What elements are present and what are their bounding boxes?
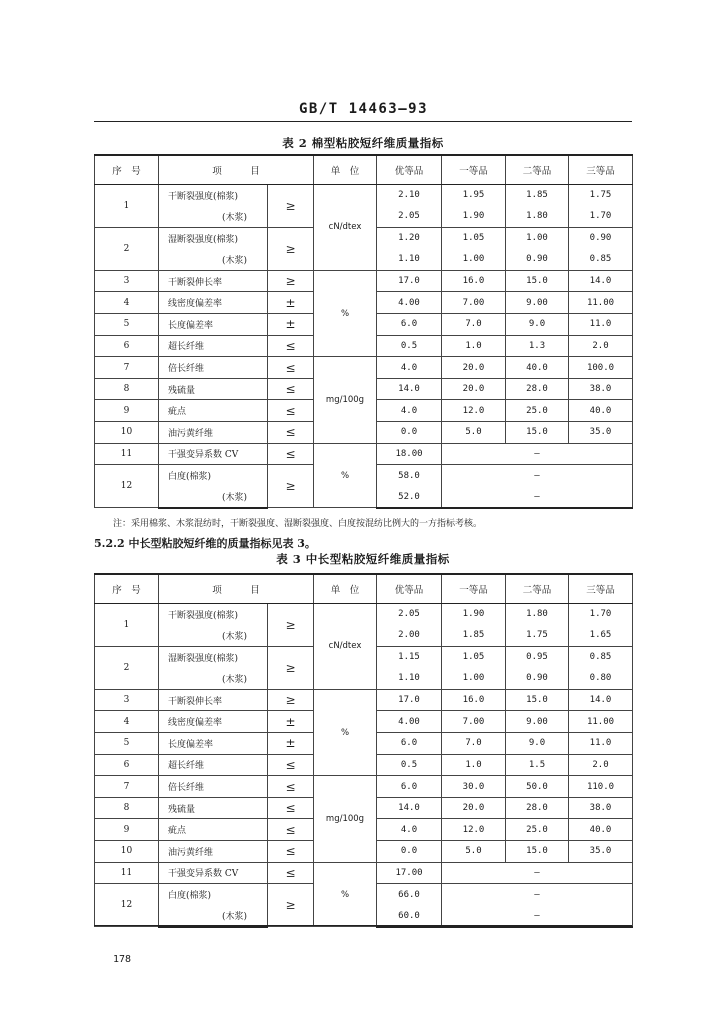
row-no: 5 [95,314,159,336]
row-unit: cN/dtex [314,184,377,270]
value-third: 2.0 [569,754,633,776]
value-first: 20.0 [442,797,506,819]
value-premium: 4.00 [377,711,442,733]
value-other-grades: — [442,884,633,906]
value-third: 11.00 [569,292,633,314]
value-premium: 14.0 [377,797,442,819]
value-third: 1.70 [569,603,633,625]
row-item: 干强变异系数 CV [159,862,268,884]
row-item: 线密度偏差率 [159,292,268,314]
value-first: 12.0 [442,400,506,422]
table-row [95,603,633,625]
col-header-premium: 优等品 [377,155,442,184]
row-no: 1 [95,184,159,227]
row-item: 线密度偏差率 [159,711,268,733]
value-first: 1.0 [442,754,506,776]
row-item-sub: (木浆) [159,625,268,647]
value-third: 14.0 [569,689,633,711]
value-first: 16.0 [442,270,506,292]
row-no: 3 [95,689,159,711]
comparator-symbol: ≥ [268,227,314,270]
col-header-item: 项 目 [159,574,314,603]
value-premium: 2.05 [377,603,442,625]
comparator-symbol: ≤ [268,443,314,465]
value-first: 7.0 [442,733,506,755]
value-third: 0.90 [569,227,633,249]
col-header-premium: 优等品 [377,574,442,603]
comparator-symbol: ≤ [268,862,314,884]
col-header-second-grade: 二等品 [506,574,569,603]
value-premium: 0.5 [377,754,442,776]
value-premium: 4.0 [377,819,442,841]
value-premium: 17.00 [377,862,442,884]
row-no: 4 [95,292,159,314]
value-second: 0.90 [506,249,569,271]
page-number: 178 [113,954,132,965]
value-third: 11.00 [569,711,633,733]
comparator-symbol: ≥ [268,270,314,292]
comparator-symbol: ≥ [268,646,314,689]
value-third: 0.85 [569,646,633,668]
comparator-symbol: ≤ [268,754,314,776]
row-no: 10 [95,841,159,863]
value-third: 14.0 [569,270,633,292]
comparator-symbol: ≤ [268,357,314,379]
value-second: 25.0 [506,400,569,422]
comparator-symbol: ≥ [268,603,314,646]
value-premium: 1.10 [377,668,442,690]
table2-header-row [95,155,633,184]
table-row [95,443,633,465]
value-second: 0.90 [506,668,569,690]
value-first: 1.00 [442,668,506,690]
row-no: 1 [95,603,159,646]
value-second: 9.0 [506,733,569,755]
row-item-sub: (木浆) [159,668,268,690]
row-unit: mg/100g [314,357,377,443]
value-premium: 2.00 [377,625,442,647]
value-second: 25.0 [506,819,569,841]
value-premium: 1.10 [377,249,442,271]
table2-note: 注：采用棉浆、木浆混纺时，干断裂强度、湿断裂强度、白度按混纺比例大的一方指标考核。 [113,519,483,529]
comparator-symbol: ≤ [268,819,314,841]
value-third: 100.0 [569,357,633,379]
value-premium: 66.0 [377,884,442,906]
table-row [95,862,633,884]
value-third: 40.0 [569,400,633,422]
table2-quality-indicators [94,154,633,509]
row-item: 超长纤维 [159,335,268,357]
value-third: 38.0 [569,797,633,819]
value-second: 9.00 [506,292,569,314]
value-third: 1.75 [569,184,633,206]
comparator-symbol: ≤ [268,841,314,863]
value-first: 20.0 [442,357,506,379]
row-item: 湿断裂强度(棉浆) [159,646,268,668]
comparator-symbol: ≤ [268,400,314,422]
value-premium: 0.5 [377,335,442,357]
header-rule [94,121,632,122]
comparator-symbol: ± [268,733,314,755]
row-no: 11 [95,862,159,884]
value-second: 9.0 [506,314,569,336]
value-premium: 4.0 [377,357,442,379]
value-first: 1.05 [442,227,506,249]
value-first: 1.00 [442,249,506,271]
value-other-grades: — [442,486,633,508]
value-third: 2.0 [569,335,633,357]
value-second: 0.95 [506,646,569,668]
value-premium: 6.0 [377,733,442,755]
comparator-symbol: ± [268,292,314,314]
comparator-symbol: ≥ [268,465,314,508]
row-no: 7 [95,357,159,379]
value-second: 1.80 [506,206,569,228]
row-item: 白度(棉浆) [159,884,268,906]
value-premium: 0.0 [377,841,442,863]
comparator-symbol: ≤ [268,422,314,444]
row-item: 倍长纤维 [159,776,268,798]
comparator-symbol: ≤ [268,378,314,400]
row-item: 干断裂伸长率 [159,689,268,711]
row-no: 8 [95,797,159,819]
value-third: 0.80 [569,668,633,690]
value-second: 9.00 [506,711,569,733]
table-row [95,357,633,379]
row-no: 2 [95,227,159,270]
row-item: 倍长纤维 [159,357,268,379]
value-premium: 52.0 [377,486,442,508]
row-no: 5 [95,733,159,755]
value-second: 28.0 [506,378,569,400]
col-header-first-grade: 一等品 [442,155,506,184]
value-first: 20.0 [442,378,506,400]
value-second: 50.0 [506,776,569,798]
row-item-sub: (木浆) [159,249,268,271]
value-first: 16.0 [442,689,506,711]
value-third: 1.70 [569,206,633,228]
row-item: 长度偏差率 [159,314,268,336]
value-other-grades: — [442,862,633,884]
row-no: 4 [95,711,159,733]
row-item: 油污黄纤维 [159,841,268,863]
row-no: 12 [95,884,159,927]
row-item-sub: (木浆) [159,905,268,927]
row-no: 6 [95,754,159,776]
value-other-grades: — [442,443,633,465]
row-unit: % [314,270,377,356]
row-no: 9 [95,819,159,841]
row-item: 干断裂伸长率 [159,270,268,292]
value-premium: 58.0 [377,465,442,487]
row-item: 疵点 [159,819,268,841]
row-item-sub: (木浆) [159,486,268,508]
value-premium: 17.0 [377,689,442,711]
row-no: 6 [95,335,159,357]
col-header-unit: 单 位 [314,155,377,184]
value-first: 1.05 [442,646,506,668]
row-item: 干强变异系数 CV [159,443,268,465]
value-first: 7.00 [442,711,506,733]
table3-quality-indicators [94,573,633,928]
value-first: 12.0 [442,819,506,841]
value-third: 35.0 [569,841,633,863]
table-row [95,776,633,798]
comparator-symbol: ± [268,711,314,733]
row-no: 7 [95,776,159,798]
row-unit: % [314,862,377,927]
value-premium: 17.0 [377,270,442,292]
col-header-second-grade: 二等品 [506,155,569,184]
value-second: 28.0 [506,797,569,819]
row-item: 残硫量 [159,797,268,819]
row-item: 干断裂强度(棉浆) [159,184,268,206]
table-row [95,184,633,206]
row-item: 疵点 [159,400,268,422]
value-third: 11.0 [569,733,633,755]
table-row [95,270,633,292]
row-no: 10 [95,422,159,444]
value-first: 30.0 [442,776,506,798]
value-second: 1.3 [506,335,569,357]
row-no: 8 [95,378,159,400]
value-first: 1.90 [442,206,506,228]
value-second: 15.0 [506,422,569,444]
value-third: 11.0 [569,314,633,336]
col-header-third-grade: 三等品 [569,155,633,184]
value-third: 35.0 [569,422,633,444]
value-first: 1.0 [442,335,506,357]
row-unit: mg/100g [314,776,377,862]
value-other-grades: — [442,465,633,487]
row-item: 油污黄纤维 [159,422,268,444]
value-second: 15.0 [506,841,569,863]
value-premium: 2.05 [377,206,442,228]
comparator-symbol: ± [268,314,314,336]
comparator-symbol: ≤ [268,335,314,357]
value-first: 5.0 [442,422,506,444]
value-second: 15.0 [506,270,569,292]
value-premium: 4.00 [377,292,442,314]
value-third: 110.0 [569,776,633,798]
value-premium: 6.0 [377,314,442,336]
col-header-no: 序 号 [95,574,159,603]
comparator-symbol: ≤ [268,776,314,798]
value-first: 1.90 [442,603,506,625]
comparator-symbol: ≥ [268,689,314,711]
table3-caption: 表 3 中长型粘胶短纤维质量指标 [276,552,450,566]
col-header-no: 序 号 [95,155,159,184]
value-premium: 1.15 [377,646,442,668]
standard-code-header: GB/T 14463—93 [298,101,429,117]
row-unit: % [314,443,377,508]
section-5-2-2: 5.2.2 中长型粘胶短纤维的质量指标见表 3。 [94,537,316,550]
value-premium: 6.0 [377,776,442,798]
value-third: 1.65 [569,625,633,647]
value-first: 5.0 [442,841,506,863]
row-no: 2 [95,646,159,689]
row-no: 3 [95,270,159,292]
col-header-item: 项 目 [159,155,314,184]
row-item: 长度偏差率 [159,733,268,755]
footer-rule [94,925,632,926]
value-premium: 0.0 [377,422,442,444]
value-premium: 4.0 [377,400,442,422]
value-second: 1.80 [506,603,569,625]
value-premium: 18.00 [377,443,442,465]
row-item-sub: (木浆) [159,206,268,228]
value-third: 38.0 [569,378,633,400]
table2-caption: 表 2 棉型粘胶短纤维质量指标 [282,136,444,150]
col-header-unit: 单 位 [314,574,377,603]
value-second: 1.75 [506,625,569,647]
row-item: 干断裂强度(棉浆) [159,603,268,625]
value-third: 40.0 [569,819,633,841]
row-item: 白度(棉浆) [159,465,268,487]
table-row [95,689,633,711]
value-premium: 14.0 [377,378,442,400]
col-header-third-grade: 三等品 [569,574,633,603]
row-unit: % [314,689,377,775]
row-no: 9 [95,400,159,422]
row-item: 残硫量 [159,378,268,400]
value-first: 7.0 [442,314,506,336]
value-second: 1.00 [506,227,569,249]
value-second: 15.0 [506,689,569,711]
value-second: 1.85 [506,184,569,206]
row-no: 12 [95,465,159,508]
value-second: 40.0 [506,357,569,379]
value-first: 7.00 [442,292,506,314]
row-item: 湿断裂强度(棉浆) [159,227,268,249]
table3-header-row [95,574,633,603]
comparator-symbol: ≥ [268,184,314,227]
row-item: 超长纤维 [159,754,268,776]
comparator-symbol: ≤ [268,797,314,819]
comparator-symbol: ≥ [268,884,314,927]
value-premium: 2.10 [377,184,442,206]
value-premium: 60.0 [377,905,442,927]
col-header-first-grade: 一等品 [442,574,506,603]
value-other-grades: — [442,905,633,927]
value-first: 1.85 [442,625,506,647]
row-unit: cN/dtex [314,603,377,689]
value-second: 1.5 [506,754,569,776]
value-third: 0.85 [569,249,633,271]
value-premium: 1.20 [377,227,442,249]
row-no: 11 [95,443,159,465]
value-first: 1.95 [442,184,506,206]
